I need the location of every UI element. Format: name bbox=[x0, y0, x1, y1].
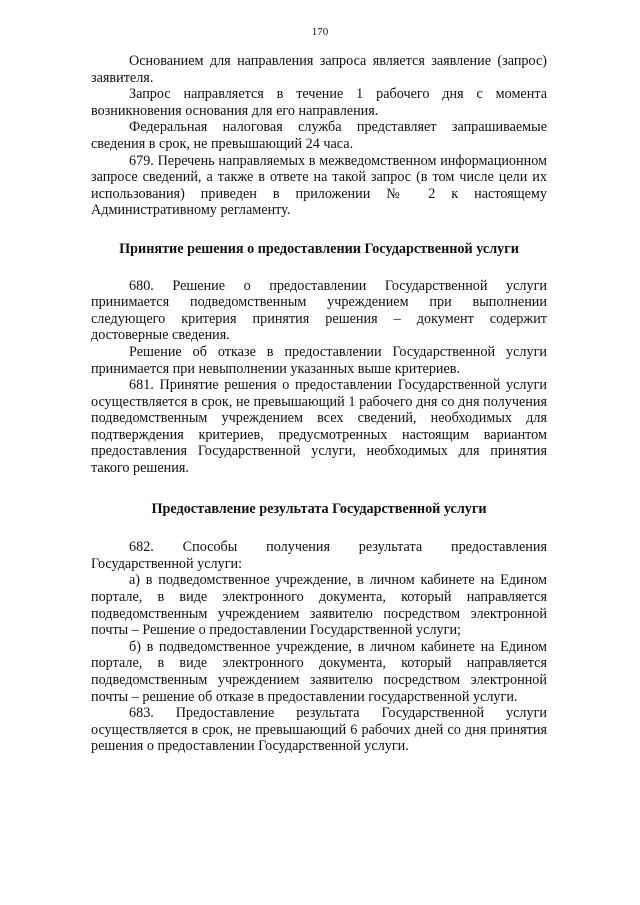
section-heading: Предоставление результата Государственной услуги bbox=[151, 500, 487, 517]
paragraph: Решение об отказе в предоставлении Государственной услуги принимается при невыполнении указанных выше критериев. bbox=[91, 343, 547, 377]
paragraph: Федеральная налоговая служба представляет запрашиваемые сведения в срок, не превышающий 24 часа. bbox=[91, 119, 547, 152]
paragraph: 683. Предоставление результата Государственной услуги осуществляется в срок, не превышающий 6 рабочих дней со дня принятия решения о предоставлении Государственной услуги. bbox=[91, 705, 547, 755]
paragraph: 679. Перечень направляемых в межведомственном информационном запросе сведений, а также в ответе на такой запрос (в том числе цели их использования) приведен в приложении № 2 к настоящему Административному регламенту. bbox=[91, 152, 547, 219]
paragraph: Основанием для направления запроса является заявление (запрос) заявителя. bbox=[91, 53, 547, 86]
document-body bbox=[91, 53, 547, 755]
list-item: а) в подведомственное учреждение, в личном кабинете на Едином портале, в виде электронного документа, который направляется подведомственным учреждением заявителю посредством электронной почты – Решение о предоставлении Государственной услуги; bbox=[91, 572, 547, 639]
paragraph: Запрос направляется в течение 1 рабочего дня с момента возникновения основания для его направления. bbox=[91, 86, 547, 119]
paragraph: 681. Принятие решения о предоставлении Государственной услуги осуществляется в срок, не превышающий 1 рабочего дня со дня получения подведомственным учреждением всех сведений, необходимых для подтверждения критериев, предусмотренных настоящим вариантом предоставления Государственной услуги, необходимых для принятия такого решения. bbox=[91, 377, 547, 477]
page-number: 170 bbox=[311, 26, 329, 38]
paragraph: 682. Способы получения результата предоставления Государственной услуги: bbox=[91, 539, 547, 572]
section-heading: Принятие решения о предоставлении Государственной услуги bbox=[119, 240, 519, 257]
list-item: б) в подведомственное учреждение, в личном кабинете на Едином портале, в виде электронного документа, который направляется подведомственным учреждением заявителю посредством электронной почты – решение об отказе в предоставлении государственной услуги. bbox=[91, 638, 547, 705]
paragraph: 680. Решение о предоставлении Государственной услуги принимается подведомственным учреждением при выполнении следующего критерия принятия решения – документ содержит достоверные сведения. bbox=[91, 277, 547, 344]
